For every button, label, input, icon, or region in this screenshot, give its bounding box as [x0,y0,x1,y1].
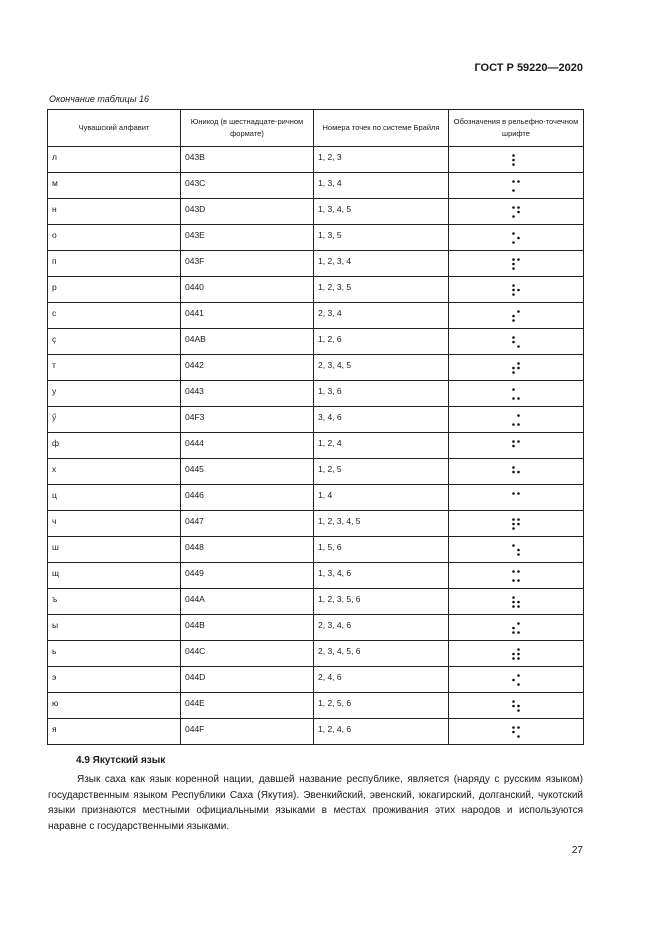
braille-dot-4 [517,258,520,261]
cell-braille [449,381,584,407]
braille-dot-1 [512,518,515,521]
header-dot-numbers: Номера точек по системе Брайля [314,110,449,147]
braille-cell-icon [511,231,521,245]
braille-dot-4 [517,518,520,521]
braille-dot-2 [512,366,515,369]
cell-letter: ь [48,641,181,667]
cell-dot-numbers: 1, 5, 6 [314,537,449,563]
braille-dot-1 [512,544,515,547]
braille-dot-4 [517,310,520,313]
cell-unicode: 043D [181,199,314,225]
braille-dot-1 [512,154,515,157]
table-row [48,225,584,251]
braille-dot-2 [512,522,515,525]
cell-letter: ъ [48,589,181,615]
cell-dot-numbers: 3, 4, 6 [314,407,449,433]
section-heading: 4.9 Якутский язык [76,755,166,766]
braille-dot-1 [512,570,515,573]
table-row [48,329,584,355]
braille-dot-4 [517,180,520,183]
cell-unicode: 0446 [181,485,314,511]
braille-dot-2 [512,730,515,733]
cell-braille [449,693,584,719]
braille-dot-1 [512,284,515,287]
braille-dot-6 [517,345,520,348]
braille-dot-5 [517,704,520,707]
braille-cell-icon [511,517,521,531]
cell-letter: х [48,459,181,485]
braille-dot-6 [517,657,520,660]
cell-braille [449,641,584,667]
page-number: 27 [571,845,583,856]
braille-dot-2 [512,288,515,291]
braille-dot-4 [517,492,520,495]
braille-cell-icon [511,153,521,167]
braille-dot-3 [512,189,515,192]
braille-dot-4 [517,648,520,651]
braille-dot-2 [512,314,515,317]
table-row [48,173,584,199]
cell-unicode: 0443 [181,381,314,407]
cell-dot-numbers: 1, 3, 4, 6 [314,563,449,589]
braille-dot-5 [517,522,520,525]
cell-dot-numbers: 2, 3, 4, 6 [314,615,449,641]
braille-cell-icon [511,309,521,323]
table-row [48,381,584,407]
cell-letter: т [48,355,181,381]
table-row [48,693,584,719]
braille-cell-icon [511,179,521,193]
braille-cell-icon [511,439,521,453]
table-row [48,303,584,329]
cell-dot-numbers: 1, 2, 5, 6 [314,693,449,719]
cell-dot-numbers: 1, 2, 4, 6 [314,719,449,745]
braille-dot-3 [512,605,515,608]
cell-dot-numbers: 1, 3, 4 [314,173,449,199]
cell-dot-numbers: 2, 4, 6 [314,667,449,693]
cell-letter: ш [48,537,181,563]
braille-dot-3 [512,631,515,634]
braille-cell-icon [511,621,521,635]
braille-dot-1 [512,440,515,443]
cell-unicode: 0444 [181,433,314,459]
braille-dot-2 [512,340,515,343]
table-row [48,615,584,641]
braille-dot-4 [517,622,520,625]
cell-dot-numbers: 2, 3, 4, 5, 6 [314,641,449,667]
cell-braille [449,407,584,433]
cell-unicode: 04F3 [181,407,314,433]
cell-dot-numbers: 1, 2, 6 [314,329,449,355]
braille-cell-icon [511,569,521,583]
table-caption: Окончание таблицы 16 [49,94,149,104]
table-row [48,511,584,537]
braille-dot-2 [512,262,515,265]
cell-dot-numbers: 1, 2, 3 [314,147,449,173]
braille-dot-6 [517,683,520,686]
cell-braille [449,329,584,355]
cell-unicode: 0440 [181,277,314,303]
braille-table [47,109,584,745]
braille-dot-1 [512,258,515,261]
braille-dot-5 [517,236,520,239]
braille-dot-3 [512,423,515,426]
braille-cell-icon [511,283,521,297]
cell-unicode: 0448 [181,537,314,563]
braille-dot-6 [517,579,520,582]
section-paragraph: Язык саха как язык коренной нации, давшей название республике, является (наряду с русским языком) государственным языком Республики Саха (Якутия). Эвенкийский, эвенский, юкагирский, долганский, чукотский языки признаются местными официальными языками в местах проживания этих народов и используются наравне с государственными языками. [48,774,583,832]
braille-dot-2 [512,704,515,707]
cell-unicode: 043F [181,251,314,277]
table-row [48,433,584,459]
cell-dot-numbers: 1, 3, 6 [314,381,449,407]
braille-dot-6 [517,709,520,712]
cell-dot-numbers: 1, 4 [314,485,449,511]
cell-letter: э [48,667,181,693]
braille-dot-4 [517,362,520,365]
cell-unicode: 044A [181,589,314,615]
cell-unicode: 044D [181,667,314,693]
table-row [48,251,584,277]
cell-letter: у [48,381,181,407]
cell-braille [449,615,584,641]
cell-unicode: 0445 [181,459,314,485]
cell-braille [449,225,584,251]
cell-letter: ч [48,511,181,537]
cell-letter: ф [48,433,181,459]
cell-braille [449,719,584,745]
braille-cell-icon [511,647,521,661]
braille-dot-3 [512,215,515,218]
cell-dot-numbers: 2, 3, 4, 5 [314,355,449,381]
cell-letter: о [48,225,181,251]
table-row [48,537,584,563]
braille-dot-4 [517,570,520,573]
braille-dot-6 [517,397,520,400]
braille-dot-6 [517,631,520,634]
braille-cell-icon [511,673,521,687]
braille-dot-6 [517,423,520,426]
braille-dot-3 [512,293,515,296]
standard-number: ГОСТ Р 59220—2020 [474,62,583,74]
cell-letter: ц [48,485,181,511]
header-unicode: Юникод (в шестнадцате-ричном формате) [181,110,314,147]
braille-cell-icon [511,387,521,401]
braille-dot-5 [517,366,520,369]
cell-unicode: 043C [181,173,314,199]
header-alphabet: Чувашский алфавит [48,110,181,147]
braille-dot-2 [512,470,515,473]
cell-unicode: 0441 [181,303,314,329]
cell-braille [449,355,584,381]
braille-dot-3 [512,657,515,660]
cell-dot-numbers: 2, 3, 4 [314,303,449,329]
cell-letter: ç [48,329,181,355]
braille-dot-2 [512,600,515,603]
braille-dot-2 [512,158,515,161]
braille-dot-5 [517,210,520,213]
braille-dot-3 [512,319,515,322]
cell-braille [449,147,584,173]
braille-dot-4 [517,440,520,443]
cell-unicode: 043B [181,147,314,173]
cell-letter: н [48,199,181,225]
cell-letter: р [48,277,181,303]
header-braille: Обозначения в рельефно-точечном шрифте [449,110,584,147]
cell-braille [449,563,584,589]
braille-dot-4 [517,726,520,729]
braille-dot-2 [512,652,515,655]
table-row [48,589,584,615]
braille-dot-5 [517,652,520,655]
braille-dot-1 [512,726,515,729]
cell-letter: п [48,251,181,277]
cell-braille [449,511,584,537]
cell-braille [449,277,584,303]
braille-cell-icon [511,699,521,713]
table-row [48,563,584,589]
table-row [48,459,584,485]
table-row [48,147,584,173]
braille-cell-icon [511,361,521,375]
cell-braille [449,173,584,199]
cell-unicode: 044E [181,693,314,719]
cell-dot-numbers: 1, 3, 5 [314,225,449,251]
cell-unicode: 043E [181,225,314,251]
table-row [48,277,584,303]
braille-dot-5 [517,548,520,551]
cell-letter: м [48,173,181,199]
cell-unicode: 04AB [181,329,314,355]
braille-cell-icon [511,257,521,271]
cell-braille [449,459,584,485]
cell-letter: л [48,147,181,173]
cell-dot-numbers: 1, 2, 3, 5 [314,277,449,303]
cell-letter: щ [48,563,181,589]
braille-cell-icon [511,413,521,427]
braille-dot-1 [512,596,515,599]
braille-dot-3 [512,579,515,582]
braille-cell-icon [511,725,521,739]
braille-dot-5 [517,470,520,473]
cell-letter: ӳ [48,407,181,433]
braille-dot-4 [517,206,520,209]
cell-braille [449,303,584,329]
braille-dot-3 [512,397,515,400]
braille-dot-3 [512,163,515,166]
braille-dot-1 [512,492,515,495]
cell-unicode: 0442 [181,355,314,381]
braille-dot-1 [512,700,515,703]
braille-cell-icon [511,205,521,219]
cell-letter: ы [48,615,181,641]
table-row [48,355,584,381]
cell-braille [449,537,584,563]
table-header-row [48,110,584,147]
table-row [48,407,584,433]
braille-dot-6 [517,735,520,738]
cell-dot-numbers: 1, 2, 5 [314,459,449,485]
cell-braille [449,199,584,225]
cell-unicode: 0447 [181,511,314,537]
cell-braille [449,589,584,615]
cell-letter: ю [48,693,181,719]
braille-dot-3 [512,371,515,374]
cell-braille [449,433,584,459]
cell-dot-numbers: 1, 3, 4, 5 [314,199,449,225]
cell-braille [449,485,584,511]
cell-braille [449,251,584,277]
braille-dot-1 [512,466,515,469]
braille-dot-6 [517,553,520,556]
braille-dot-5 [517,288,520,291]
braille-dot-3 [512,267,515,270]
table-row [48,485,584,511]
braille-cell-icon [511,595,521,609]
table-row [48,667,584,693]
cell-dot-numbers: 1, 2, 3, 5, 6 [314,589,449,615]
braille-dot-1 [512,206,515,209]
braille-dot-3 [512,527,515,530]
braille-cell-icon [511,335,521,349]
cell-unicode: 044F [181,719,314,745]
braille-dot-2 [512,626,515,629]
table-row [48,199,584,225]
braille-dot-1 [512,336,515,339]
cell-unicode: 044C [181,641,314,667]
braille-cell-icon [511,491,521,505]
braille-dot-5 [517,600,520,603]
braille-dot-1 [512,232,515,235]
cell-unicode: 044B [181,615,314,641]
braille-cell-icon [511,543,521,557]
cell-unicode: 0449 [181,563,314,589]
cell-dot-numbers: 1, 2, 4 [314,433,449,459]
table-row [48,641,584,667]
braille-dot-4 [517,674,520,677]
braille-dot-2 [512,444,515,447]
braille-dot-4 [517,414,520,417]
cell-dot-numbers: 1, 2, 3, 4, 5 [314,511,449,537]
cell-dot-numbers: 1, 2, 3, 4 [314,251,449,277]
braille-dot-3 [512,241,515,244]
cell-letter: я [48,719,181,745]
braille-dot-1 [512,388,515,391]
braille-dot-2 [512,678,515,681]
cell-letter: с [48,303,181,329]
cell-braille [449,667,584,693]
braille-dot-1 [512,180,515,183]
braille-dot-6 [517,605,520,608]
table-row [48,719,584,745]
braille-cell-icon [511,465,521,479]
